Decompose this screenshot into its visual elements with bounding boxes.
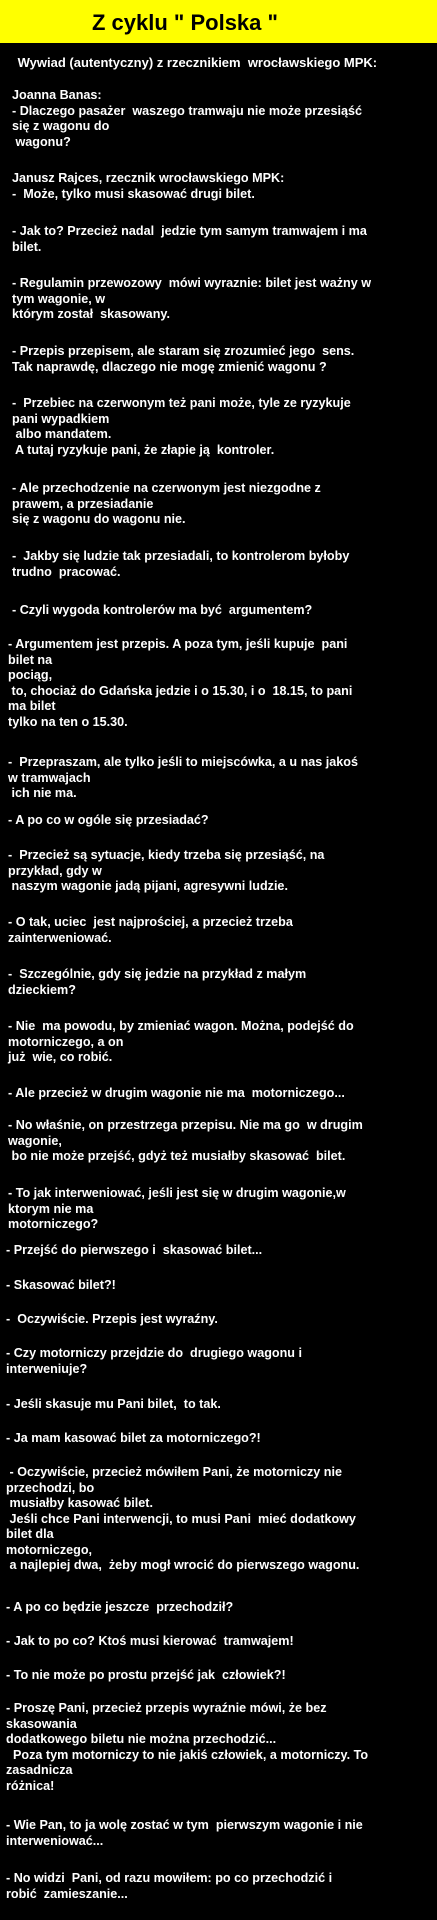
- dialogue-line: - Oczywiście, przecież mówiłem Pani, że motorniczy nie przechodzi, bo musiałby kasować bilet. Jeśli chce Pani interwencji, to musi Pani mieć dodatkowy bilet dla motorniczego, a najlepiej dwa, żeby mogł wrocić do pierwszego wagonu.: [6, 1465, 360, 1572]
- dialogue-line: - A po co w ogóle się przesiadać?: [8, 813, 209, 827]
- dialogue-line: - O tak, uciec jest najprościej, a przecież trzeba zainterweniować.: [8, 915, 293, 945]
- dialogue-line: - Jak to po co? Ktoś musi kierować tramwajem!: [6, 1634, 294, 1648]
- dialogue-line: Joanna Banas: - Dlaczego pasażer waszego tramwaju nie może przesiąść się z wagonu do wagonu?: [12, 88, 362, 149]
- dialogue-line: - Ale przecież w drugim wagonie nie ma motorniczego...: [8, 1086, 345, 1100]
- dialogue-line: - Czy motorniczy przejdzie do drugiego wagonu i interweniuje?: [6, 1346, 302, 1376]
- dialogue-line: - To jak interweniować, jeśli jest się w drugim wagonie,w ktorym nie ma motorniczego?: [8, 1186, 346, 1231]
- page-title: Z cyklu " Polska ": [92, 10, 278, 35]
- dialogue-line: - Proszę Pani, przecież przepis wyraźnie mówi, że bez skasowania dodatkowego biletu nie można przechodzić... Poza tym motorniczy to nie jakiś człowiek, a motorniczy. To zasadnicza różnica!: [6, 1701, 369, 1793]
- title-banner: [0, 0, 437, 43]
- dialogue-line: - Przecież są sytuacje, kiedy trzeba się przesiąść, na przykład, gdy w naszym wagonie jadą pijani, agresywni ludzie.: [8, 848, 325, 893]
- dialogue-line: - Nie ma powodu, by zmieniać wagon. Można, podejść do motorniczego, a on już wie, co robić.: [8, 1019, 354, 1064]
- dialogue-line: - Ja mam kasować bilet za motorniczego?!: [6, 1431, 261, 1445]
- dialogue-line: - Regulamin przewozowy mówi wyraznie: bilet jest ważny w tym wagonie, w którym został skasowany.: [12, 276, 371, 321]
- dialogue-line: - Przepraszam, ale tylko jeśli to miejscówka, a u nas jakoś w tramwajach ich nie ma.: [8, 755, 358, 800]
- dialogue-line: - Przepis przepisem, ale staram się zrozumieć jego sens. Tak naprawdę, dlaczego nie mogę zmienić wagonu ?: [12, 344, 355, 374]
- dialogue-line: - Przebiec na czerwonym też pani może, tyle ze ryzykuje pani wypadkiem albo mandatem. A tutaj ryzykuje pani, że złapie ją kontroler.: [12, 396, 351, 457]
- dialogue-line: - Jak to? Przecież nadal jedzie tym samym tramwajem i ma bilet.: [12, 224, 367, 254]
- dialogue-line: - Przejść do pierwszego i skasować bilet...: [6, 1243, 263, 1257]
- dialogue-line: - To nie może po prostu przejść jak człowiek?!: [6, 1668, 286, 1682]
- dialogue-line: - Czyli wygoda kontrolerów ma być argumentem?: [12, 603, 313, 617]
- dialogue-line: - Jeśli skasuje mu Pani bilet, to tak.: [6, 1397, 221, 1411]
- dialogue-line: - Argumentem jest przepis. A poza tym, jeśli kupuje pani bilet na pociąg, to, chociaż do Gdańska jedzie i o 15.30, i o 18.15, to pani ma bilet tylko na ten o 15.30.: [8, 637, 353, 729]
- interview-subtitle: Wywiad (autentyczny) z rzecznikiem wrocławskiego MPK:: [14, 55, 378, 70]
- dialogue-line: - Szczególnie, gdy się jedzie na przykład z małym dzieckiem?: [8, 967, 307, 997]
- dialogue-line: - Skasować bilet?!: [6, 1278, 116, 1292]
- dialogue-line: - Oczywiście. Przepis jest wyraźny.: [6, 1312, 218, 1326]
- dialogue-line: - Jakby się ludzie tak przesiadali, to kontrolerom byłoby trudno pracować.: [12, 549, 350, 579]
- dialogue-line: - No właśnie, on przestrzega przepisu. Nie ma go w drugim wagonie, bo nie może przejść, gdyż też musiałby skasować bilet.: [8, 1118, 363, 1163]
- dialogue-line: - Ale przechodzenie na czerwonym jest niezgodne z prawem, a przesiadanie się z wagonu do wagonu nie.: [12, 481, 321, 526]
- dialogue-line: - A po co będzie jeszcze przechodził?: [6, 1600, 234, 1614]
- dialogue-line: - Wie Pan, to ja wolę zostać w tym pierwszym wagonie i nie interweniować...: [6, 1818, 363, 1848]
- dialogue-line: Janusz Rajces, rzecznik wrocławskiego MPK: - Może, tylko musi skasować drugi bilet.: [12, 171, 285, 201]
- dialogue-line: - No widzi Pani, od razu mowiłem: po co przechodzić i robić zamieszanie...: [6, 1871, 333, 1901]
